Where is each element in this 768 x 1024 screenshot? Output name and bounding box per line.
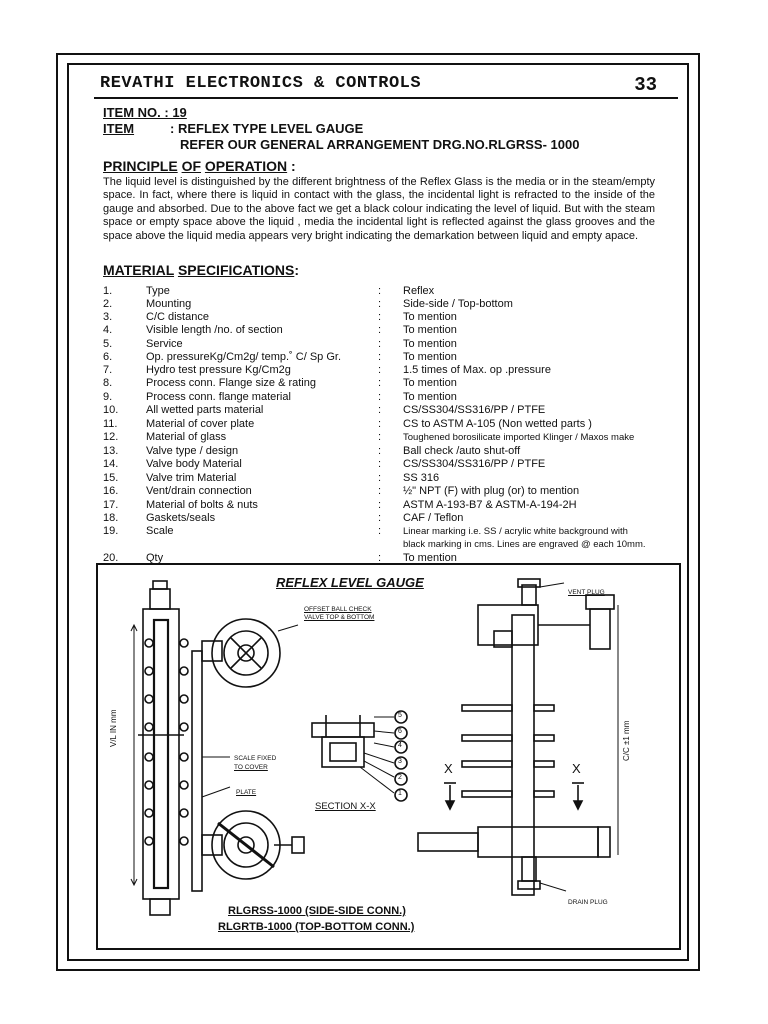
spec-separator: : <box>378 525 382 537</box>
item-value: : REFLEX TYPE LEVEL GAUGE <box>170 121 364 136</box>
principle-heading-colon: : <box>287 158 296 174</box>
spec-value: CAF / Teflon <box>403 512 464 524</box>
spec-row <box>103 472 663 485</box>
spec-number: 10. <box>103 404 119 416</box>
item-label: ITEM <box>103 121 135 136</box>
spec-separator: : <box>378 324 382 336</box>
part-number: 2 <box>398 774 402 781</box>
spec-number: 18. <box>103 512 119 524</box>
part-number-balloons <box>395 711 407 801</box>
center-distance-label: C/C ±1 mm <box>622 720 631 761</box>
spec-value-continued: black marking in cms. Lines are engraved @ each 10mm. <box>403 539 646 550</box>
spec-label: Qty <box>146 552 164 564</box>
part-number: 4 <box>398 742 402 749</box>
materials-heading-colon: : <box>294 262 300 278</box>
spec-number: 1. <box>103 285 113 297</box>
item-number: ITEM NO. : 19 <box>103 105 187 120</box>
spec-separator: : <box>378 404 382 416</box>
principle-heading-word: PRINCIPLE <box>103 158 178 174</box>
spec-separator: : <box>378 311 382 323</box>
spec-separator: : <box>378 298 382 310</box>
spec-row <box>103 431 663 444</box>
spec-value: CS/SS304/SS316/PP / PTFE <box>403 458 546 470</box>
spec-row <box>103 285 663 298</box>
spec-number: 16. <box>103 485 119 497</box>
spec-value: 1.5 times of Max. op .pressure <box>403 364 551 376</box>
spec-label: Service <box>146 338 183 350</box>
spec-number: 6. <box>103 351 113 363</box>
section-mark-right: X <box>572 761 581 776</box>
spec-row <box>103 404 663 417</box>
visible-length-label: V/L IN mm <box>109 709 118 747</box>
spec-row <box>103 338 663 351</box>
company-name: REVATHI ELECTRONICS & CONTROLS <box>100 74 422 93</box>
reflex-gauge-drawing <box>98 565 679 948</box>
spec-number: 19. <box>103 525 119 537</box>
drawing-reference: REFER OUR GENERAL ARRANGEMENT DRG.NO.RLGRSS- 1000 <box>180 137 580 152</box>
spec-value: Toughened borosilicate imported Klinger / Maxos make <box>403 432 635 443</box>
spec-label: Type <box>146 285 170 297</box>
spec-number: 9. <box>103 391 113 403</box>
principle-text: The liquid level is distinguished by the different brightness of the Reflex Glass is the media or in the steam/empty space. In fact, where there is liquid in contact with the glass, the incidental light is refracted to the inside of the gauge and absorbed. Due to the above fact we get a black colour indicating the level of liquid. But with the steam space or empty space above the liquid , media the incidental light is reflected against the glass grooves and the space above the liquid media appears very bright indicating the demarkation between liquid and empty apace. <box>103 176 655 242</box>
spec-value: Side-side / Top-bottom <box>403 298 513 310</box>
spec-row <box>103 324 663 337</box>
spec-label: Hydro test pressure Kg/Cm2g <box>146 364 291 376</box>
spec-number: 8. <box>103 377 113 389</box>
part-number: 1 <box>398 790 402 797</box>
spec-value: To mention <box>403 552 457 564</box>
materials-heading <box>103 262 299 278</box>
spec-row <box>103 298 663 311</box>
spec-label: C/C distance <box>146 311 209 323</box>
spec-separator: : <box>378 377 382 389</box>
spec-value: To mention <box>403 311 457 323</box>
spec-label: Scale <box>146 525 174 537</box>
spec-value: SS 316 <box>403 472 440 484</box>
drain-plug-label: DRAIN PLUG <box>568 899 608 906</box>
spec-row <box>103 351 663 364</box>
spec-value: Reflex <box>403 285 435 297</box>
spec-separator: : <box>378 338 382 350</box>
materials-heading-specs: SPECIFICATIONS <box>177 262 295 278</box>
spec-row <box>103 485 663 498</box>
offset-ball-check-line2: VALVE TOP & BOTTOM <box>304 614 375 621</box>
spec-separator: : <box>378 285 382 297</box>
spec-number: 17. <box>103 499 119 511</box>
section-xx-label: SECTION X-X <box>315 801 376 812</box>
spec-separator: : <box>378 445 382 457</box>
spec-value: Linear marking i.e. SS / acrylic white background with <box>403 526 628 537</box>
principle-heading-operation: OPERATION <box>204 158 288 174</box>
plate-label: PLATE <box>236 789 257 796</box>
spec-separator: : <box>378 552 382 564</box>
drawing-title: REFLEX LEVEL GAUGE <box>276 575 424 590</box>
spec-number: 12. <box>103 431 119 443</box>
spec-value: Ball check /auto shut-off <box>403 445 521 457</box>
spec-row <box>103 311 663 324</box>
offset-ball-check-line1: OFFSET BALL CHECK <box>304 606 372 613</box>
spec-separator: : <box>378 512 382 524</box>
scale-fixed-line2: TO COVER <box>234 764 268 771</box>
header-rule <box>94 97 678 99</box>
spec-label: Material of cover plate <box>146 418 255 430</box>
spec-label: Process conn. Flange size & rating <box>146 377 316 389</box>
side-view-body <box>512 615 534 895</box>
section-mark-left: X <box>444 761 453 776</box>
page-number: 33 <box>634 74 657 96</box>
spec-row <box>103 377 663 390</box>
spec-label: Gaskets/seals <box>146 512 216 524</box>
spec-number: 14. <box>103 458 119 470</box>
spec-label: Op. pressureKg/Cm2g/ temp.˚ C/ Sp Gr. <box>146 351 342 363</box>
spec-value: To mention <box>403 324 457 336</box>
spec-number: 13. <box>103 445 119 457</box>
spec-label: Process conn. flange material <box>146 391 291 403</box>
spec-separator: : <box>378 431 382 443</box>
spec-separator: : <box>378 485 382 497</box>
spec-separator: : <box>378 472 382 484</box>
spec-number: 2. <box>103 298 113 310</box>
spec-separator: : <box>378 418 382 430</box>
spec-label: Vent/drain connection <box>146 485 252 497</box>
vent-plug-label: VENT PLUG <box>568 589 605 596</box>
spec-separator: : <box>378 351 382 363</box>
spec-number: 3. <box>103 311 113 323</box>
spec-value: ½" NPT (F) with plug (or) to mention <box>403 485 580 497</box>
spec-number: 4. <box>103 324 113 336</box>
gauge-body <box>143 609 179 899</box>
spec-separator: : <box>378 364 382 376</box>
spec-label: Valve trim Material <box>146 472 237 484</box>
spec-number: 7. <box>103 364 113 376</box>
offset-ball-check-label <box>304 606 374 622</box>
page-header <box>100 72 665 96</box>
spec-value: CS/SS304/SS316/PP / PTFE <box>403 404 546 416</box>
spec-label: Valve type / design <box>146 445 239 457</box>
spec-label: Material of bolts & nuts <box>146 499 258 511</box>
drawing-caption-side: RLGRSS-1000 (SIDE-SIDE CONN.) <box>228 905 406 917</box>
part-number: 5 <box>398 712 402 719</box>
spec-row <box>103 391 663 404</box>
spec-label: Material of glass <box>146 431 227 443</box>
spec-row <box>103 525 663 550</box>
spec-number: 11. <box>103 418 118 430</box>
spec-separator: : <box>378 458 382 470</box>
spec-label: Mounting <box>146 298 192 310</box>
gauge-bolts <box>145 639 188 845</box>
spec-row <box>103 499 663 512</box>
spec-value: To mention <box>403 391 457 403</box>
spec-row <box>103 512 663 525</box>
spec-label: Visible length /no. of section <box>146 324 283 336</box>
materials-heading-word: MATERIAL <box>103 262 175 278</box>
spec-label: Valve body Material <box>146 458 242 470</box>
spec-number: 5. <box>103 338 113 350</box>
spec-value: CS to ASTM A-105 (Non wetted parts ) <box>403 418 592 430</box>
spec-row <box>103 418 663 431</box>
drawing-caption-top-bottom: RLGRTB-1000 (TOP-BOTTOM CONN.) <box>218 921 415 933</box>
principle-heading-of: OF <box>181 158 202 174</box>
spec-row <box>103 364 663 377</box>
spec-number: 20. <box>103 552 119 564</box>
spec-value: To mention <box>403 351 457 363</box>
spec-value: ASTM A-193-B7 & ASTM-A-194-2H <box>403 499 577 511</box>
spec-row <box>103 458 663 471</box>
spec-number: 15. <box>103 472 119 484</box>
scale-fixed-line1: SCALE FIXED <box>234 755 277 762</box>
spec-separator: : <box>378 391 382 403</box>
part-number: 3 <box>398 758 402 765</box>
side-view-bolts <box>462 705 554 797</box>
spec-value: To mention <box>403 377 457 389</box>
spec-value: To mention <box>403 338 457 350</box>
section-xx <box>312 723 374 737</box>
spec-separator: : <box>378 499 382 511</box>
drawing-panel <box>96 563 681 950</box>
scale-fixed-label <box>234 754 276 772</box>
spec-label: All wetted parts material <box>146 404 264 416</box>
principle-heading <box>103 158 296 174</box>
part-number: 6 <box>398 728 402 735</box>
spec-row <box>103 445 663 458</box>
